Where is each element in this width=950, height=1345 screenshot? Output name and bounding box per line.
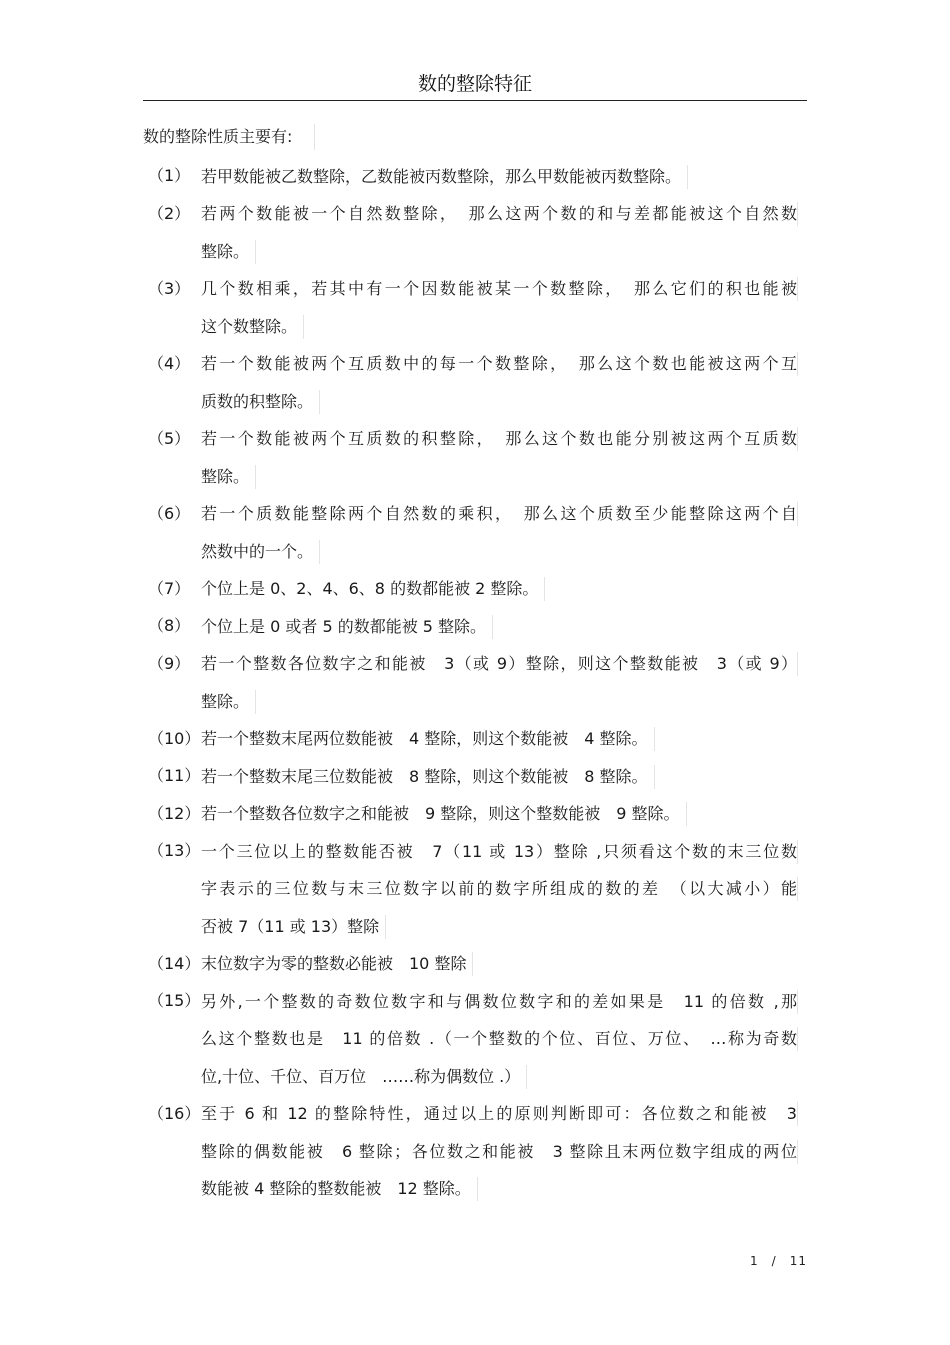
item-line [201, 1057, 808, 1095]
item-line [201, 345, 808, 383]
item-text: 整除。 [201, 465, 256, 489]
item-number: （11） [148, 766, 201, 785]
item-text: 若一个整数各位数字之和能被 3（或 9）整除，则这个整数能被 3（或 9） [201, 652, 798, 676]
item-number: （10） [148, 728, 201, 748]
item-number: （14） [148, 953, 201, 973]
item-line [201, 1170, 808, 1208]
list-item [148, 607, 808, 645]
item-text: 若一个质数能整除两个自然数的乘积， 那么这个质数至少能整除这两个自 [201, 502, 798, 526]
item-text: 么这个整数也是 11 的倍数 .（一个整数的个位、百位、万位、 …称为奇数 [201, 1027, 798, 1051]
item-line [201, 982, 808, 1020]
item-number: （1） [148, 166, 191, 185]
item-number: （5） [148, 428, 191, 448]
list-item [148, 157, 808, 195]
item-text: 字表示的三位数与末三位数字以前的数字所组成的数的差 （以大减小）能 [201, 877, 798, 901]
item-text: 另外,一个整数的奇数位数字和与偶数位数字和的差如果是 11 的倍数 ,那 [201, 990, 798, 1014]
list-item [148, 720, 808, 758]
property-list [148, 157, 808, 1207]
item-line [201, 645, 808, 683]
item-number: （3） [148, 278, 191, 298]
item-number: （6） [148, 503, 191, 523]
item-number: （12） [148, 803, 201, 823]
list-item [148, 1095, 808, 1208]
item-line [201, 832, 808, 870]
item-text: 数能被 4 整除的整数能被 12 整除。 [201, 1177, 478, 1201]
item-line [201, 607, 808, 645]
item-text: 若一个数能被两个互质数中的每一个数整除， 那么这个数也能被这两个互 [201, 352, 798, 376]
list-item [148, 945, 808, 983]
item-text: 末位数字为零的整数必能被 10 整除 [201, 952, 473, 976]
item-number: （9） [148, 653, 191, 673]
item-text: 整除。 [201, 690, 256, 714]
list-item [148, 832, 808, 945]
item-line [201, 270, 808, 308]
item-line [201, 382, 808, 420]
item-text: 若一个整数末尾两位数能被 4 整除，则这个数能被 4 整除。 [201, 727, 655, 751]
list-item [148, 982, 808, 1095]
page-title: 数的整除特征 [417, 73, 532, 95]
item-text: 一个三位以上的整数能否被 7（11 或 13）整除 ,只须看这个数的末三位数 [201, 840, 798, 864]
item-line [201, 532, 808, 570]
list-item [148, 195, 808, 270]
list-item [148, 270, 808, 345]
title-rule [143, 100, 807, 101]
item-line [201, 570, 808, 608]
item-text: 几个数相乘，若其中有一个因数能被某一个数整除， 那么它们的积也能被 [201, 277, 798, 301]
intro-text: 数的整除性质主要有: [143, 124, 315, 150]
item-line [201, 232, 808, 270]
item-text: 若一个数能被两个互质数的积整除， 那么这个数也能分别被这两个互质数 [201, 427, 798, 451]
item-line [201, 1020, 808, 1058]
item-number: （2） [148, 203, 191, 223]
item-text: 个位上是 0、2、4、6、8 的数都能被 2 整除。 [201, 577, 545, 601]
list-item [148, 495, 808, 570]
item-text: 这个数整除。 [201, 315, 304, 339]
item-text: 位,十位、千位、百万位 ……称为偶数位 .） [201, 1065, 527, 1089]
item-line [201, 795, 808, 833]
item-number: （7） [148, 578, 191, 598]
list-item [148, 795, 808, 833]
item-line [201, 495, 808, 533]
item-number: （4） [148, 353, 191, 373]
item-line [201, 757, 808, 795]
item-line [201, 457, 808, 495]
item-line [201, 157, 808, 195]
item-line [201, 195, 808, 233]
item-line [201, 682, 808, 720]
item-text: 整除的偶数能被 6 整除；各位数之和能被 3 整除且末两位数字组成的两位 [201, 1140, 798, 1164]
item-number: （13） [148, 841, 201, 860]
item-text: 若一个整数末尾三位数能被 8 整除，则这个数能被 8 整除。 [201, 765, 655, 789]
item-line [201, 945, 808, 983]
list-item [148, 570, 808, 608]
item-text: 质数的积整除。 [201, 390, 320, 414]
item-line [201, 307, 808, 345]
item-number: （16） [148, 1103, 201, 1123]
item-number: （8） [148, 616, 191, 635]
item-line [201, 1095, 808, 1133]
item-text: 至于 6 和 12 的整除特性，通过以上的原则判断即可：各位数之和能被 3 [201, 1102, 798, 1126]
list-item [148, 345, 808, 420]
list-item [148, 645, 808, 720]
item-text: 然数中的一个。 [201, 540, 320, 564]
item-text: 整除。 [201, 240, 256, 264]
page-number: 1 / 11 [750, 1254, 807, 1268]
item-line [201, 1132, 808, 1170]
item-number: （15） [148, 991, 201, 1010]
item-text: 个位上是 0 或者 5 的数都能被 5 整除。 [201, 615, 493, 639]
item-line [201, 907, 808, 945]
item-line [201, 420, 808, 458]
item-line [201, 870, 808, 908]
item-text: 若一个整数各位数字之和能被 9 整除，则这个整数能被 9 整除。 [201, 802, 687, 826]
item-text: 若两个数能被一个自然数整除， 那么这两个数的和与差都能被这个自然数 [201, 202, 798, 226]
item-text: 若甲数能被乙数整除，乙数能被丙数整除，那么甲数能被丙数整除。 [201, 165, 688, 189]
list-item [148, 420, 808, 495]
item-text: 否被 7（11 或 13）整除 [201, 915, 386, 939]
list-item [148, 757, 808, 795]
item-line [201, 720, 808, 758]
